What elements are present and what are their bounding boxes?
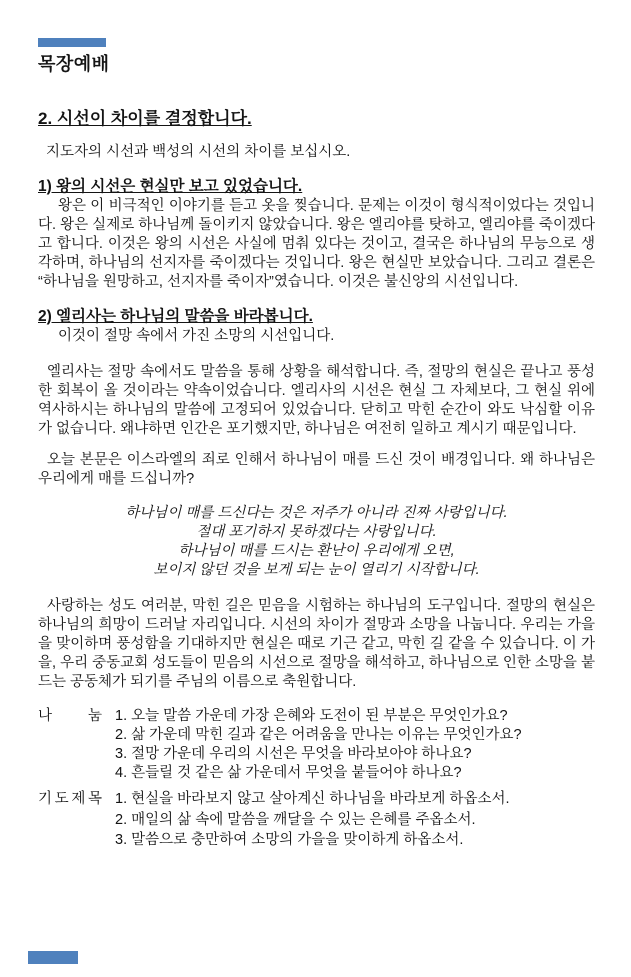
sharing-label: 나 눔 (38, 708, 102, 724)
sharing-item: 3. 절망 가운데 우리의 시선은 무엇을 바라보아야 하나요? (115, 746, 472, 762)
paragraph-background: 오늘 본문은 이스라엘의 죄로 인해서 하나님이 매를 드신 것이 배경입니다. 왜 하나님은 우리에게 매를 드십니까? (38, 452, 595, 487)
site-title: 목장예배 (38, 54, 110, 74)
quote-line: 하나님이 매를 드신다는 것은 저주가 아니라 진짜 사랑입니다. (125, 505, 508, 521)
prayer-items (115, 789, 595, 851)
section-2-body: 이것이 절망 속에서 가진 소망의 시선입니다. (58, 328, 335, 344)
section-1-body: 왕은 이 비극적인 이야기를 듣고 옷을 찢습니다. 문제는 이것이 형식적이었다는 것입니다. 왕은 실제로 하나님께 돌이키지 않았습니다. 왕은 엘리야를 탓하고, 엘리야를 죽이겠다고 합니다. 이것은 왕의 시선은 사실에 멈춰 있다는 것이고, 결국은 하나님의 무능으로 생각하며, 하나님의 선지자를 죽이겠다는 것입니다. 왕은 현실만 보았습니다. 그리고 결론은 “하나님을 원망하고, 선지자를 죽이자”였습니다. 이것은 불신앙의 시선입니다. (38, 198, 595, 290)
quote-line: 보이지 않던 것을 보게 되는 눈이 열리기 시작합니다. (153, 562, 480, 578)
sharing-section (38, 707, 595, 783)
paragraph-blessing: 사랑하는 성도 여러분, 막힌 길은 믿음을 시험하는 하나님의 도구입니다. 절망의 현실은 하나님의 희망이 드러날 자리입니다. 시선의 차이가 절망과 소망을 나눕니다. 우리는 가을을 맞이하며 풍성함을 기대하지만 현실은 때로 기근 같고, 막힌 길 같을 수 있습니다. 이 가을, 우리 중동교회 성도들이 믿음의 시선으로 절망을 해석하고, 하나님으로 인한 소망을 붙드는 공동체가 되기를 주님의 이름으로 축원합니다. (38, 598, 595, 690)
doc-title: 2. 시선이 차이를 결정합니다. (38, 109, 252, 128)
prayer-item: 3. 말씀으로 충만하여 소망의 가을을 맞이하게 하옵소서. (115, 832, 464, 848)
prayer-section (38, 789, 595, 851)
prayer-item: 1. 현실을 바라보지 않고 살아계신 하나님을 바라보게 하옵소서. (115, 791, 510, 807)
quote-line: 절대 포기하지 못하겠다는 사랑입니다. (196, 524, 437, 540)
quote-block (38, 504, 595, 580)
paragraph-elisha: 엘리사는 절망 속에서도 말씀을 통해 상황을 해석합니다. 즉, 절망의 현실은 끝나고 풍성한 회복이 올 것이라는 약속이었습니다. 엘리사의 시선은 현실 그 자체보다, 그 현실 위에 역사하시는 하나님의 말씀에 고정되어 있었습니다. 닫히고 막힌 순간이 와도 낙심할 이유가 없습니다. 왜냐하면 인간은 포기했지만, 하나님은 여전히 일하고 계시기 때문입니다. (38, 364, 595, 437)
section-2-heading: 2) 엘리사는 하나님의 말씀을 바라봅니다. (38, 308, 313, 325)
sharing-item: 2. 삶 가운데 막힌 길과 같은 어려움을 만나는 이유는 무엇인가요? (115, 727, 522, 743)
quote-line: 하나님이 매를 드시는 환난이 우리에게 오면, (178, 543, 455, 559)
sharing-item: 1. 오늘 말씀 가운데 가장 은혜와 도전이 된 부분은 무엇인가요? (115, 708, 508, 724)
section-1-heading: 1) 왕의 시선은 현실만 보고 있었습니다. (38, 178, 303, 195)
prayer-label: 기 도 제 목 (38, 791, 102, 807)
header-accent-bar (38, 38, 106, 47)
footer-accent-bar (28, 951, 78, 964)
intro-text: 지도자의 시선과 백성의 시선의 차이를 보십시오. (46, 144, 351, 160)
sharing-item: 4. 흔들릴 것 같은 삶 가운데서 무엇을 붙들어야 하나요? (115, 765, 462, 781)
prayer-item: 2. 매일의 삶 속에 말씀을 깨달을 수 있는 은혜를 주옵소서. (115, 811, 476, 828)
sharing-items (115, 707, 595, 783)
